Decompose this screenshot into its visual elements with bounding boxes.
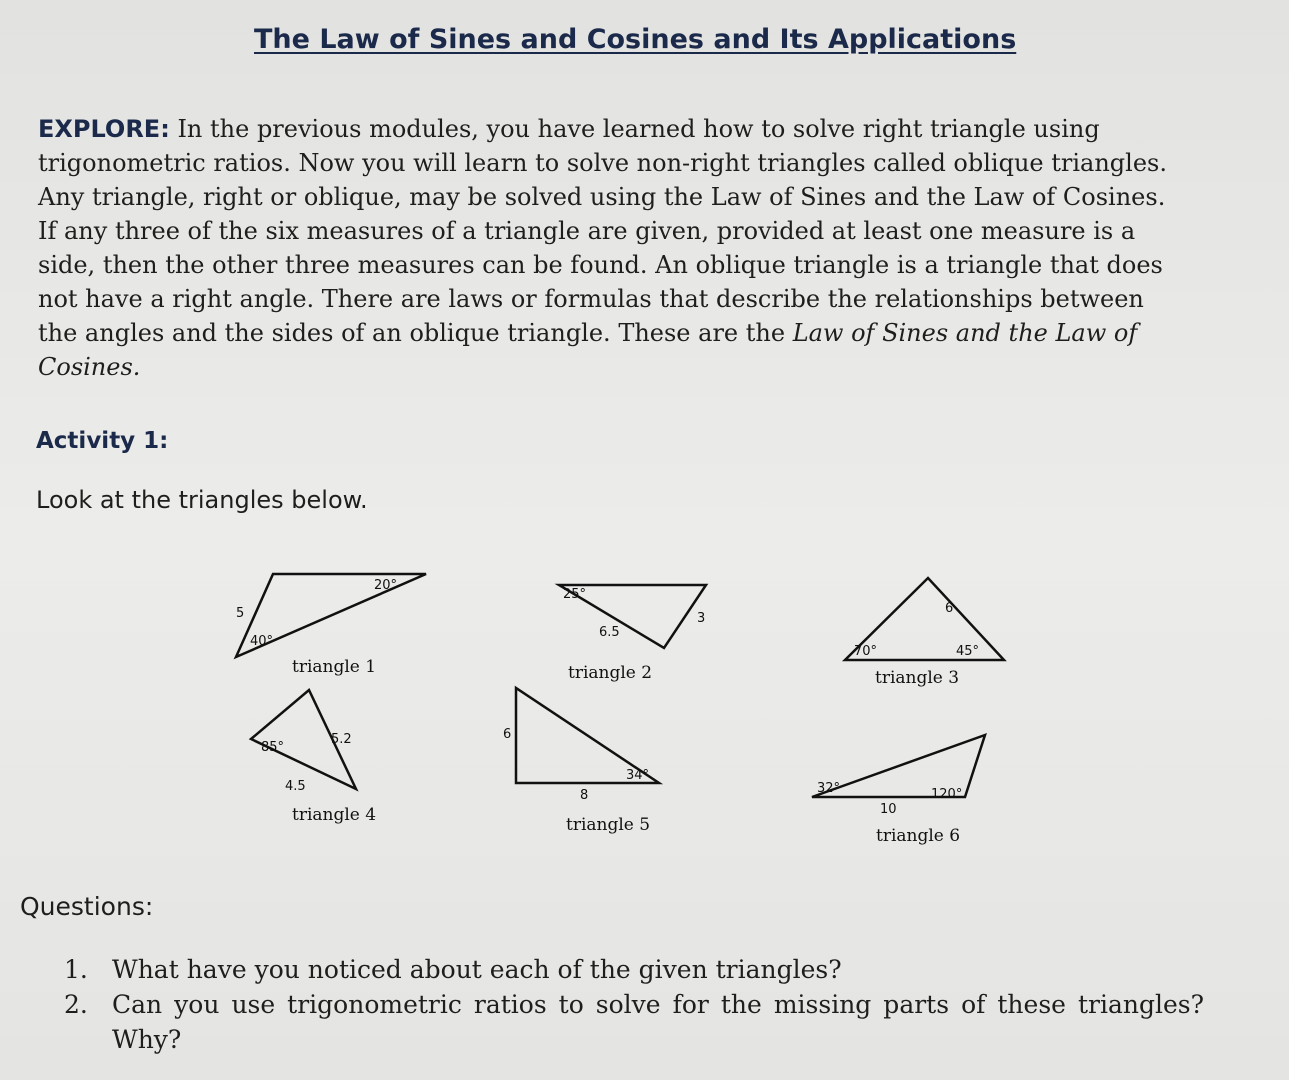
triangle-3-side: 6 — [945, 601, 954, 616]
question-item — [64, 987, 1204, 1057]
question-item — [64, 952, 1204, 987]
triangle-6-angle-left: 32° — [817, 781, 841, 796]
triangle-3-name: triangle 3 — [875, 668, 960, 688]
triangle-1-name: triangle 1 — [292, 657, 377, 677]
question-number: 1. — [64, 955, 88, 984]
triangle-1-side: 5 — [236, 606, 245, 621]
triangle-5-side-bottom: 8 — [580, 788, 589, 803]
triangle-4-name: triangle 4 — [292, 805, 377, 825]
page-title: The Law of Sines and Cosines and Its Applications — [254, 24, 1017, 55]
activity-instruction: Look at the triangles below. — [36, 486, 368, 514]
explore-text: In the previous modules, you have learned how to solve right triangle using trigonometric ratios. Now you will learn to solve non-right triangles called oblique triangles. Any triangle, right or oblique, may be solved using the Law of Sines and the Law of Cosines. If any three of the six measures of a triangle are given, provided at least one measure is a side, then the other three measures can be found. An oblique triangle is a triangle that does not have a right angle. There are laws or formulas that describe the relationships between the angles and the sides of an oblique triangle. These are the — [38, 115, 1167, 347]
triangle-4-side-right: 5.2 — [331, 732, 352, 747]
triangle-6-side-bottom: 10 — [880, 802, 897, 817]
triangle-5-angle: 34° — [626, 768, 650, 783]
explore-italic-text: Law of Sines and the Law of Cosines. — [38, 319, 1138, 381]
triangle-1-angle-left: 40° — [250, 634, 274, 649]
triangle-5-name: triangle 5 — [566, 815, 651, 835]
triangle-6-angle-right: 120° — [931, 787, 963, 802]
triangle-3-angle-right: 45° — [956, 644, 980, 659]
triangle-2-name: triangle 2 — [568, 663, 653, 683]
triangle-1-angle-top: 20° — [374, 578, 398, 593]
triangle-6-name: triangle 6 — [876, 826, 961, 846]
triangle-3-angle-left: 70° — [854, 644, 878, 659]
question-text: What have you noticed about each of the given triangles? — [112, 955, 842, 984]
question-number: 2. — [64, 990, 88, 1019]
triangle-4-angle: 85° — [261, 740, 285, 755]
triangle-2-side-bottom: 6.5 — [599, 625, 620, 640]
triangle-5-side-left: 6 — [503, 727, 512, 742]
triangle-2-angle: 25° — [563, 587, 587, 602]
questions-heading: Questions: — [20, 892, 154, 921]
activity-heading: Activity 1: — [36, 428, 169, 454]
triangle-2-side-right: 3 — [697, 611, 706, 626]
explore-label: EXPLORE: — [38, 115, 170, 143]
question-text: Can you use trigonometric ratios to solve for the missing parts of these triangles? Why? — [112, 990, 1204, 1054]
triangle-4-side-bottom: 4.5 — [285, 779, 306, 794]
questions-list — [64, 952, 1204, 1057]
